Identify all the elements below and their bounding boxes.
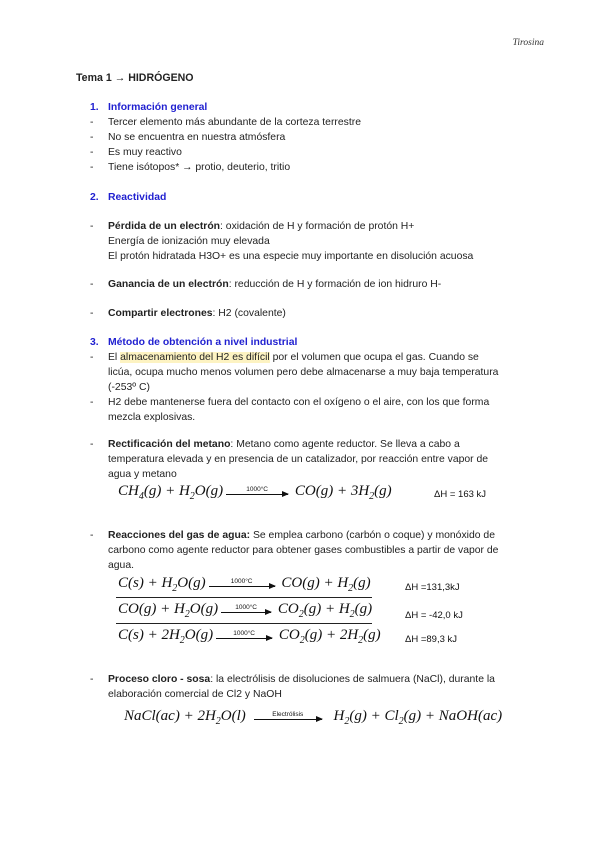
equation-methane: $CH_4(g) + H_2O(g)$ 1000°C $CO(g) + 3H_2(g)$ — [118, 483, 392, 502]
section-number: 1. — [90, 102, 99, 113]
header-author: Tirosina — [512, 38, 544, 48]
section-title: Reactividad — [108, 192, 167, 203]
section-title: Información general — [108, 102, 208, 113]
line: agua y metano — [108, 469, 177, 480]
line: Energía de ionización muy elevada — [108, 236, 270, 247]
equation-water-gas-3: $C(s) + 2H_2O(g)$ 1000°C $CO_2(g) + 2H_2(g)$ — [118, 627, 381, 646]
enthalpy-value: ΔH =131,3kJ — [405, 582, 460, 593]
reactivity-share-electrons — [90, 306, 530, 321]
general-info-list — [90, 115, 530, 175]
storage-bullet — [90, 350, 530, 425]
section-heading-1 — [90, 100, 207, 115]
arrow-label: 1000°C — [246, 486, 268, 494]
reactivity-gain-electron — [90, 277, 530, 292]
term: Compartir electrones — [108, 308, 213, 319]
water-gas-reactions — [90, 528, 530, 573]
equation-electrolysis: NaCl(ac) + $2H_2O(l)$ Electrólisis $H_2(g) + Cl_2(g)$ + NaOH(ac) — [124, 708, 503, 727]
enthalpy-value: ΔH = 163 kJ — [434, 489, 487, 500]
definition: : oxidación de H y formación de protón H+ — [220, 221, 415, 232]
methane-rectification — [90, 437, 530, 482]
line: agua. — [108, 560, 135, 571]
list-item: - Tiene isótopos* → protio, deuterio, tritio — [90, 160, 530, 175]
definition: Se emplea carbono (carbón o coque) y monóxido de — [250, 530, 495, 541]
reaction-arrow — [226, 486, 288, 494]
page-title: Tema 1 → HIDRÓGENO — [76, 72, 194, 84]
text: El — [108, 352, 121, 363]
divider — [116, 623, 372, 624]
section-heading-2 — [90, 190, 166, 205]
arrow-label: 1000°C — [230, 578, 253, 586]
line: mezcla explosivas. — [108, 412, 196, 423]
term: Reacciones del gas de agua: — [108, 530, 251, 541]
enthalpy-value: ΔH = -42,0 kJ — [405, 610, 463, 621]
line: elaboración comercial de Cl2 y NaOH — [108, 689, 282, 700]
section-number: 2. — [90, 192, 99, 203]
line: carbono como agente reductor para obtener gases combustibles a partir de vapor de — [108, 545, 499, 556]
equation-water-gas-1: $C(s) + H_2O(g)$ 1000°C $CO(g) + H_2(g)$ — [118, 575, 371, 594]
reactivity-loss-electron — [90, 219, 530, 264]
arrow-label: 1000°C — [235, 604, 257, 612]
equation-water-gas-2: $CO(g) + H_2O(g)$ 1000°C $CO_2(g) + H_2(g)$ — [118, 601, 373, 620]
term: Pérdida de un electrón — [108, 221, 221, 232]
enthalpy-value: ΔH =89,3 kJ — [405, 634, 458, 645]
list-item: - No se encuentra en nuestra atmósfera — [90, 130, 530, 145]
reaction-arrow — [254, 711, 322, 719]
definition: : Metano como agente reductor. Se lleva a cabo a — [230, 439, 460, 450]
line: licúa, ocupa mucho menos volumen pero debe almacenarse a muy baja temperatura — [108, 367, 499, 378]
reaction-arrow — [216, 630, 272, 638]
line: (-253º C) — [108, 382, 150, 393]
list-item: - Es muy reactivo — [90, 145, 530, 160]
term: Proceso cloro - sosa — [108, 674, 211, 685]
term: Rectificación del metano — [108, 439, 231, 450]
section-heading-3 — [90, 335, 297, 350]
chlor-alkali-process — [90, 672, 530, 702]
definition: : reducción de H y formación de ion hidruro H- — [228, 279, 442, 290]
line: temperatura elevada y en presencia de un catalizador, por reacción entre vapor de — [108, 454, 489, 465]
arrow-label: 1000°C — [233, 630, 255, 638]
reaction-arrow — [209, 578, 275, 586]
reaction-arrow — [221, 604, 271, 612]
definition: : H2 (covalente) — [212, 308, 286, 319]
line: El protón hidratada H3O+ es una especie muy importante en disolución acuosa — [108, 251, 474, 262]
term: Ganancia de un electrón — [108, 279, 229, 290]
arrow-label: Electrólisis — [272, 711, 304, 719]
divider — [116, 597, 372, 598]
list-item: - Tercer elemento más abundante de la corteza terrestre — [90, 115, 530, 130]
section-number: 3. — [90, 337, 99, 348]
definition: : la electrólisis de disoluciones de salmuera (NaCl), durante la — [210, 674, 495, 685]
text: por el volumen que ocupa el gas. Cuando se — [269, 352, 479, 363]
section-title: Método de obtención a nivel industrial — [108, 337, 298, 348]
highlighted-text: almacenamiento del H2 es difícil — [120, 352, 270, 363]
line: - H2 debe mantenerse fuera del contacto con el oxígeno o el aire, con los que forma — [90, 395, 530, 410]
